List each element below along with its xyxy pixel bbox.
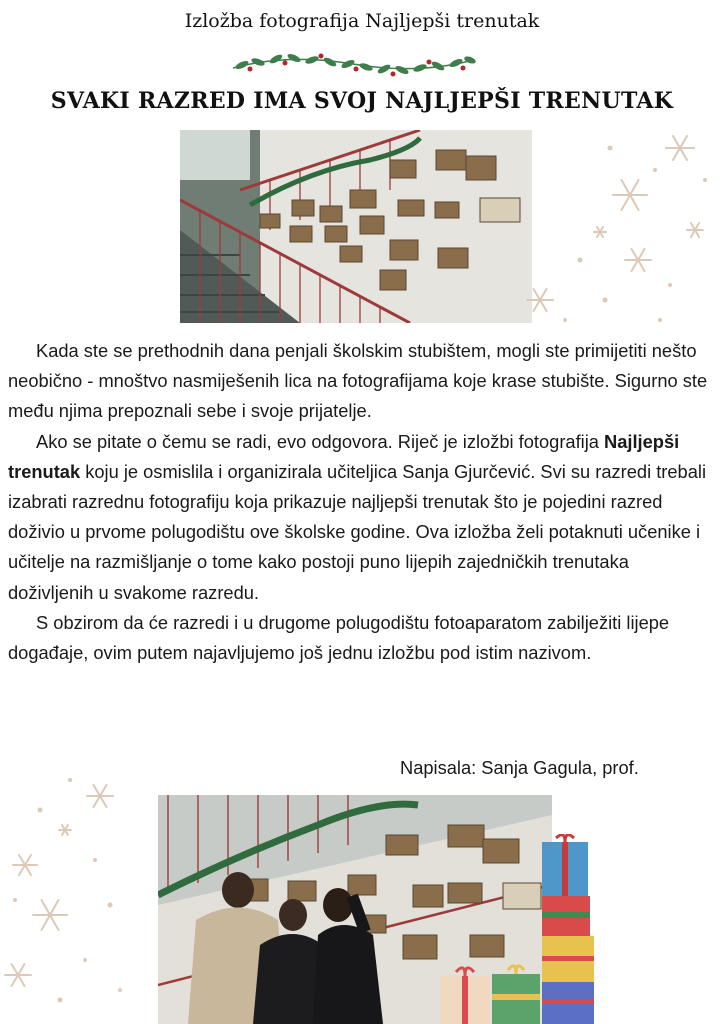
holly-garland-decoration	[228, 48, 478, 80]
headline: SVAKI RAZRED IMA SVOJ NAJLJEPŠI TRENUTAK	[50, 88, 674, 114]
paragraph-1: Kada ste se prethodnih dana penjali školskim stubištem, mogli ste primijetiti nešto neobično - mnoštvo nasmiješenih lica na fotografijama koje krase stubište. Sigurno ste među njima prepoznali sebe i svoje prijatelje.	[8, 340, 708, 422]
exhibition-name: Najljepši trenutak	[8, 430, 680, 482]
paragraph-2-start: Ako se pitate o čemu se radi, evo odgovora. Riječ je izložbi fotografija	[36, 430, 605, 452]
gift-boxes-decoration	[438, 834, 608, 1024]
article-body	[8, 336, 716, 668]
staircase-exhibition-photo	[180, 130, 532, 323]
paragraph-2-end: koju je osmislila i organizirala učiteljica Sanja Gjurčević. Svi su razredi trebali izabrati razrednu fotografiju koja prikazuje najljepši trenutak što je pojedini razred doživio u prvome polugodištu ove školske godine. Ova izložba želi potaknuti učenike i učitelje na razmišljanje o tome kako postoji puno lijepih zajedničkih trenutaka doživljenih u svakome razredu.	[8, 460, 707, 603]
snowflake-decoration-top-right	[520, 120, 724, 340]
snowflake-decoration-bottom-left	[0, 770, 150, 1024]
author-signature: Napisala: Sanja Gagula, prof.	[400, 757, 639, 778]
event-title: Izložba fotografija Najljepši trenutak	[184, 10, 540, 32]
paragraph-2	[8, 427, 716, 608]
paragraph-3: S obzirom da će razredi i u drugome polugodištu fotoaparatom zabilježiti lijepe događaje, ovim putem najavljujemo još jednu izložbu pod istim nazivom.	[8, 611, 670, 664]
